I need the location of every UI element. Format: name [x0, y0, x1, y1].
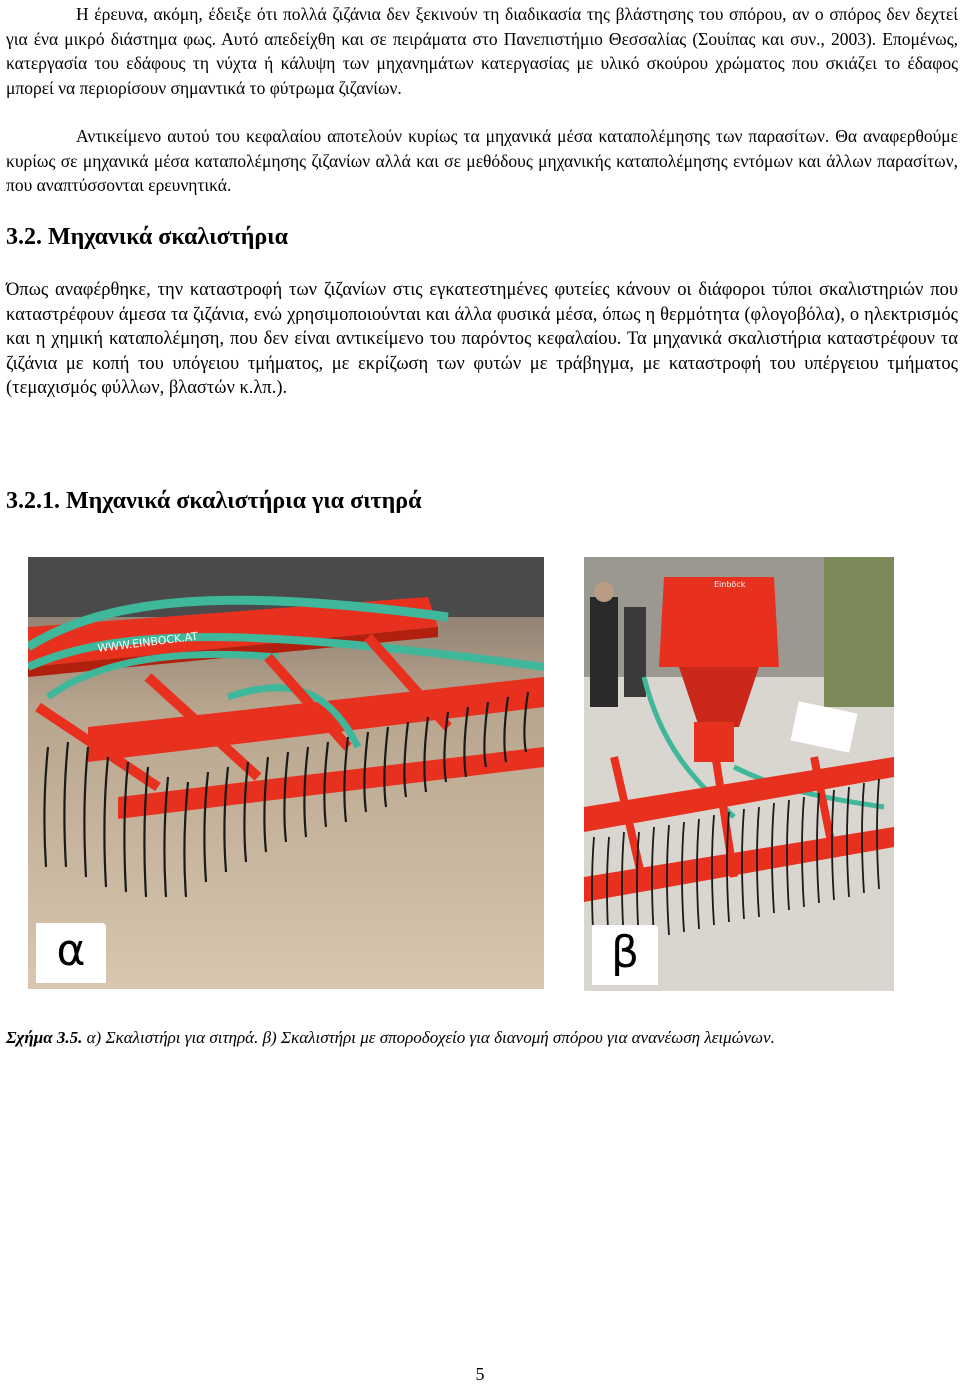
caption-text: α) Σκαλιστήρι για σιτηρά. β) Σκαλιστήρι με σποροδοχείο για διανομή σπόρου για ανανέωση λειμώνων.	[82, 1028, 775, 1047]
page-number: 5	[475, 1364, 485, 1384]
figure-caption	[6, 1026, 958, 1050]
paragraph-scope: Αντικείμενο αυτού του κεφαλαίου αποτελούν κυρίως τα μηχανικά μέσα καταπολέμησης των παρασίτων. Θα αναφερθούμε κυρίως σε μηχανικά μέσα καταπολέμησης ζιζανίων αλλά και σε μεθόδους μηχανικής καταπολέμησης εντόμων και άλλων παρασίτων, που αναπτύσσονται ερευνητικά.	[6, 126, 958, 195]
paragraph-intro: Η έρευνα, ακόμη, έδειξε ότι πολλά ζιζάνια δεν ξεκινούν τη διαδικασία της βλάστησης του σπόρου, αν ο σπόρος δεν δεχτεί για ένα μικρό διάστημα φως. Αυτό απεδείχθη και σε πειράματα στο Πανεπιστήμιο Θεσσαλίας (Σουίπας και συν., 2003). Επομένως, κατεργασία του εδάφους τη νύχτα ή κάλυψη των μηχανημάτων κατεργασίας με υλικό σκούρου χρώματος που σκιάζει το έδαφος μπορεί να περιορίσουν σημαντικά το φύτρωμα ζιζανίων.	[6, 4, 958, 98]
figure-alpha-photo	[28, 557, 544, 989]
figure-alpha-label: α	[36, 923, 106, 983]
brand-text-beta: Einböck	[714, 580, 746, 589]
figure-beta-label: β	[592, 925, 658, 985]
figure-beta-photo	[584, 557, 894, 991]
section-heading: 3.2. Μηχανικά σκαλιστήρια	[6, 224, 288, 250]
subsection-heading: 3.2.1. Μηχανικά σκαλιστήρια για σιτηρά	[6, 488, 422, 514]
paragraph-cultivators: Όπως αναφέρθηκε, την καταστροφή των ζιζανίων στις εγκατεστημένες φυτείες κάνουν οι διάφοροι τύποι σκαλιστηριών που καταστρέφουν άμεσα τα ζιζάνια, ενώ χρησιμοποιούνται και άλλα φυσικά μέσα, όπως η θερμότητα (φλογοβόλα), ο ηλεκτρισμός και η χημική καταπολέμηση, που δεν είναι αντικείμενο του παρόντος κεφαλαίου. Τα μηχανικά σκαλιστήρια καταστρέφουν τα ζιζάνια με κοπή του υπόγειου τμήματος, με εκρίζωση των φυτών με τράβηγμα, με καταστροφή του υπέργειου τμήματος (τεμαχισμός φύλλων, βλαστών κ.λπ.).	[6, 280, 958, 398]
brand-text-alpha: WWW.EINBOCK.AT	[96, 629, 199, 655]
caption-label: Σχήμα 3.5.	[6, 1028, 83, 1047]
